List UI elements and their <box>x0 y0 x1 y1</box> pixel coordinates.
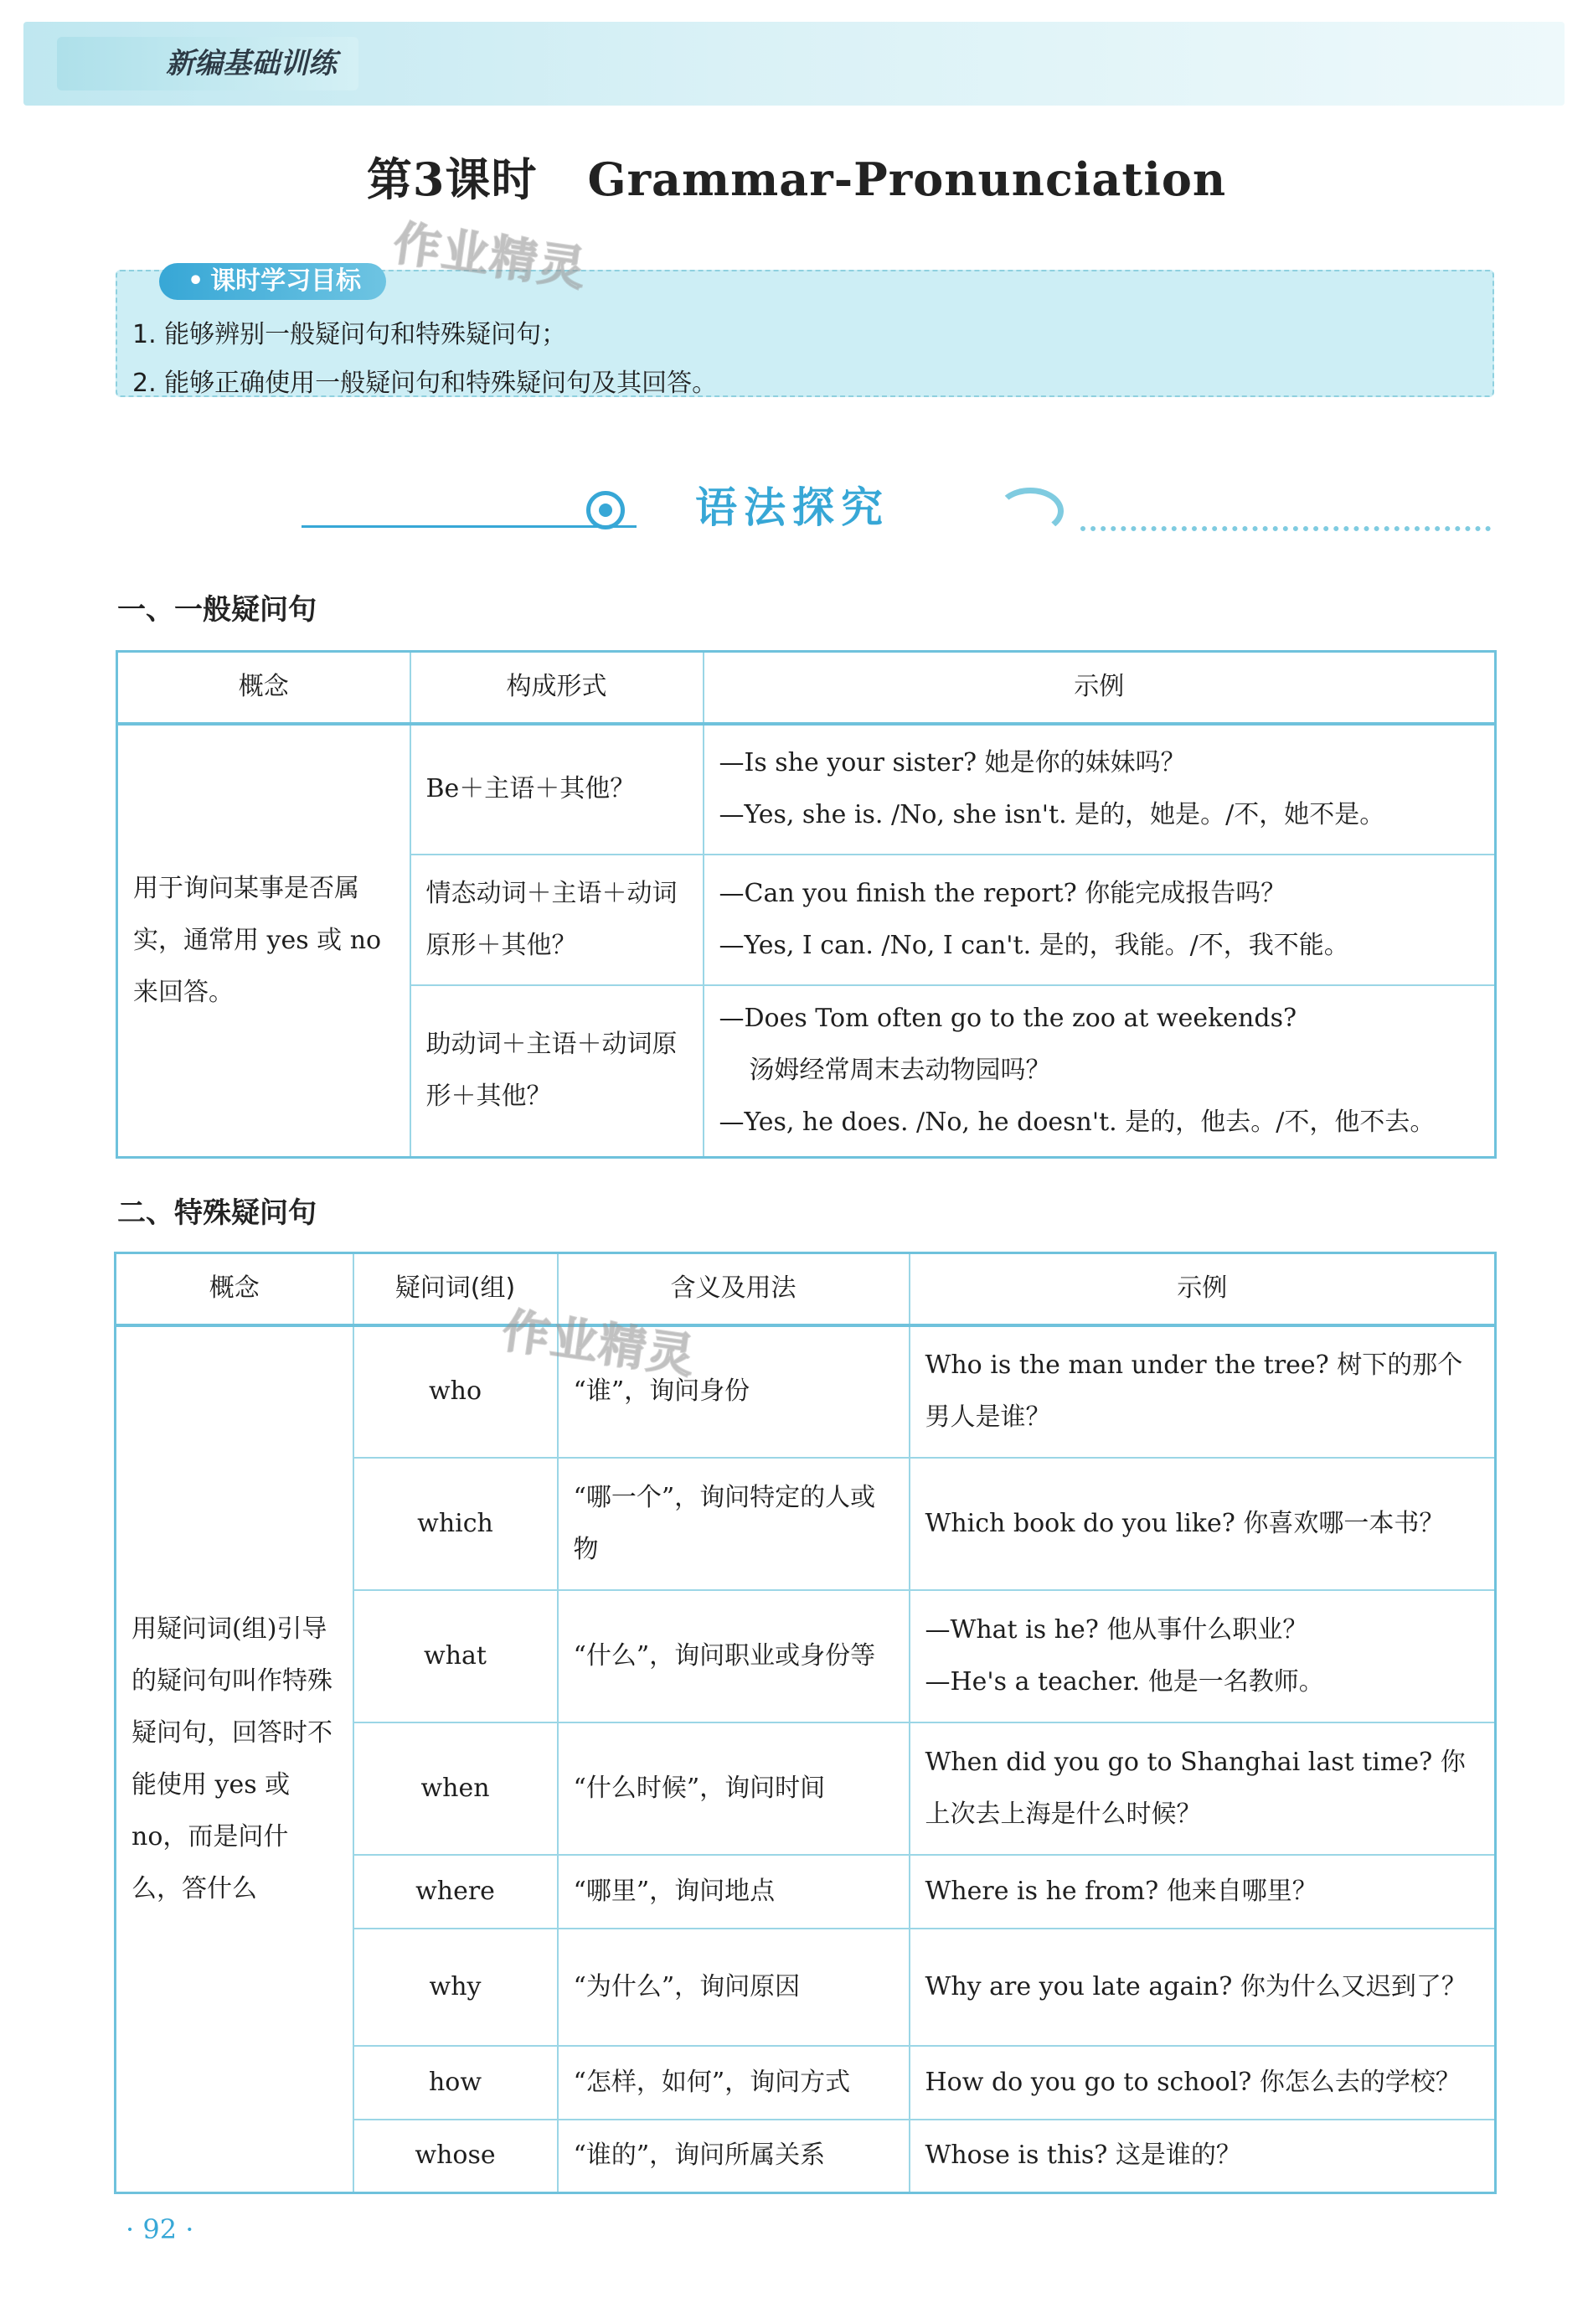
section-rule-left <box>302 525 637 528</box>
header-example: 示例 <box>704 652 1496 724</box>
header-meaning: 含义及用法 <box>558 1253 910 1325</box>
example-line: —Does Tom often go to the zoo at weekends? <box>719 1004 1297 1034</box>
header-concept: 概念 <box>116 1253 353 1325</box>
lesson-number: 第3课时 <box>366 152 538 206</box>
example-cell <box>704 724 1496 855</box>
meaning-cell: “什么”，询问职业或身份等 <box>558 1590 910 1722</box>
magnifier-icon <box>586 491 625 529</box>
example-line: —Yes, I can. /No, I can't. 是的，我能。/不，我不能。 <box>719 930 1349 960</box>
example-cell: —What is he? 他从事什么职业？ —He's a teacher. 他是一名教师。 <box>910 1590 1496 1722</box>
part2-heading: 二、特殊疑问句 <box>117 1196 317 1230</box>
page-title <box>0 144 1593 209</box>
example-cell: Which book do you like? 你喜欢哪一本书？ <box>910 1458 1496 1590</box>
objective-item-2: 2. 能够正确使用一般疑问句和特殊疑问句及其回答。 <box>132 369 718 398</box>
meaning-cell: “谁的”，询问所属关系 <box>558 2120 910 2193</box>
meaning-cell: “谁”，询问身份 <box>558 1325 910 1458</box>
form-cell: 助动词＋主语＋动词原形＋其他？ <box>410 985 704 1158</box>
example-cell: Who is the man under the tree? 树下的那个男人是谁？ <box>910 1325 1496 1458</box>
header-question-word: 疑问词(组) <box>353 1253 558 1325</box>
section-rule-right <box>1080 526 1491 531</box>
part1-heading: 一、一般疑问句 <box>117 593 317 627</box>
meaning-cell: “怎样，如何”，询问方式 <box>558 2046 910 2120</box>
example-line: 汤姆经常周末去动物园吗？ <box>749 1056 1051 1086</box>
objectives-badge: • 课时学习目标 <box>159 263 386 300</box>
general-question-table <box>116 650 1497 1159</box>
meaning-cell: “什么时候”，询问时间 <box>558 1722 910 1855</box>
meaning-cell: “为什么”，询问原因 <box>558 1929 910 2046</box>
header-example: 示例 <box>910 1253 1496 1325</box>
table-header-row <box>117 652 1496 724</box>
question-word-cell: when <box>353 1722 558 1855</box>
header-banner <box>23 22 1565 106</box>
example-cell: Where is he from? 他来自哪里？ <box>910 1855 1496 1929</box>
section-title: 语法探究 <box>695 483 889 532</box>
header-concept: 概念 <box>117 652 410 724</box>
example-cell: How do you go to school? 你怎么去的学校？ <box>910 2046 1496 2120</box>
example-line: —Is she your sister? 她是你的妹妹吗？ <box>719 748 1186 777</box>
table-row <box>116 1325 1496 1458</box>
watermark-top: 作业精灵 <box>389 216 590 297</box>
special-question-table <box>114 1252 1497 2194</box>
table-row <box>117 724 1496 855</box>
question-word-cell: how <box>353 2046 558 2120</box>
swirl-decoration-icon <box>997 488 1064 535</box>
question-word-cell: why <box>353 1929 558 2046</box>
example-cell: Why are you late again? 你为什么又迟到了？ <box>910 1929 1496 2046</box>
objective-item-1: 1. 能够辨别一般疑问句和特殊疑问句； <box>132 320 567 349</box>
example-line: —Yes, he does. /No, he doesn't. 是的，他去。/不，他不去。 <box>719 1108 1436 1138</box>
lesson-topic: Grammar-Pronunciation <box>587 152 1227 206</box>
meaning-cell: “哪一个”，询问特定的人或物 <box>558 1458 910 1590</box>
question-word-cell: who <box>353 1325 558 1458</box>
series-label: 新编基础训练 <box>57 37 358 90</box>
question-word-cell: which <box>353 1458 558 1590</box>
meaning-cell: “哪里”，询问地点 <box>558 1855 910 1929</box>
question-word-cell: what <box>353 1590 558 1722</box>
form-cell: 情态动词＋主语＋动词原形＋其他？ <box>410 855 704 985</box>
question-word-cell: where <box>353 1855 558 1929</box>
example-line: —Yes, she is. /No, she isn't. 是的，她是。/不，她不是。 <box>719 800 1385 829</box>
form-cell: Be＋主语＋其他？ <box>410 724 704 855</box>
watermark-table: 作业精灵 <box>498 1304 699 1385</box>
example-line: —Can you finish the report? 你能完成报告吗？ <box>719 878 1286 908</box>
table-header-row <box>116 1253 1496 1325</box>
example-cell <box>704 985 1496 1158</box>
question-word-cell: whose <box>353 2120 558 2193</box>
header-form: 构成形式 <box>410 652 704 724</box>
example-cell <box>704 855 1496 985</box>
example-cell: Whose is this? 这是谁的？ <box>910 2120 1496 2193</box>
concept-cell: 用于询问某事是否属实，通常用 yes 或 no 来回答。 <box>117 724 410 1158</box>
concept-cell: 用疑问词(组)引导的疑问句叫作特殊疑问句，回答时不能使用 yes 或 no，而是问什么，答什么 <box>116 1325 353 2193</box>
example-cell: When did you go to Shanghai last time? 你上次去上海是什么时候？ <box>910 1722 1496 1855</box>
page-number: · 92 · <box>126 2213 194 2245</box>
